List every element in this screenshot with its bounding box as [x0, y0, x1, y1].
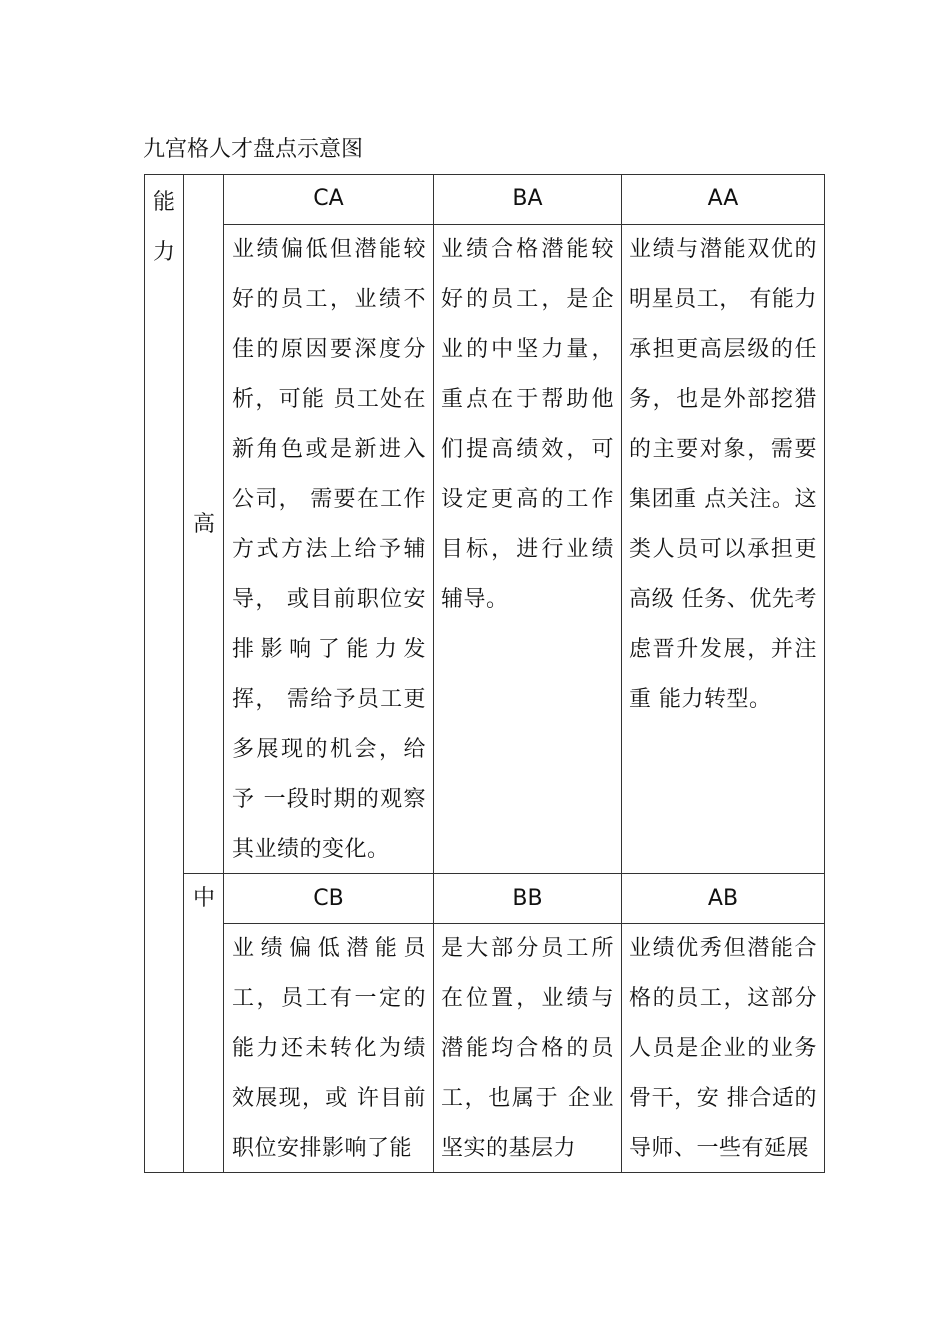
- cell-code-bb: BB: [512, 886, 543, 911]
- level-label-mid: 中: [192, 886, 215, 911]
- ability-char-1: 能: [152, 190, 175, 215]
- ability-axis-label: [144, 178, 184, 278]
- cell-text-ba: 业绩合格潜能较好的员工，是企业的中坚力量，重点在于帮助他们提高绩效，可设定更高的工作目标，进行业绩辅导。: [441, 237, 614, 612]
- level-label-high: 高: [192, 512, 215, 537]
- document-title: 九宫格人才盘点示意图: [143, 137, 364, 162]
- table-border-right: [824, 174, 825, 1173]
- cell-text-aa: 业绩与潜能双优的明星员工， 有能力承担更高层级的任务，也是外部挖猎的主要对象，需要集团重 点关注。这类人员可以承担更高级 任务、优先考虑晋升发展，并注重 能力转型。: [629, 237, 817, 712]
- column-divider-1: [433, 174, 434, 1173]
- ability-char-2: 力: [152, 240, 175, 265]
- cell-code-ca: CA: [313, 186, 344, 211]
- cell-text-cb: 业绩偏低潜能员工，员工有一定的能力还未转化为绩效展现，或 许目前职位安排影响了能: [232, 936, 426, 1161]
- column-divider-2: [621, 174, 622, 1173]
- content-column-left-border: [223, 174, 224, 1173]
- level-column-left-border: [183, 174, 184, 1173]
- cell-code-aa: AA: [707, 186, 739, 211]
- cell-code-ba: BA: [512, 186, 543, 211]
- table-border-bottom: [144, 1172, 825, 1173]
- cell-text-ca: 业绩偏低但潜能较好的员工，业绩不佳的原因要深度分析，可能 员工处在新角色或是新进入公司， 需要在工作方式方法上给予辅导， 或目前职位安排影响了能力发挥， 需给予员工更多展现的机会，给予 一段时期的观察其业绩的变化。: [232, 237, 426, 862]
- cell-code-ab: AB: [707, 886, 739, 911]
- cell-text-ab: 业绩优秀但潜能合格的员工，这部分人员是企业的业务骨干，安 排合适的导师、一些有延展: [629, 936, 817, 1161]
- table-border-left: [144, 174, 145, 1173]
- cell-text-bb: 是大部分员工所在位置，业绩与潜能均合格的员工，也属于 企业坚实的基层力: [441, 936, 614, 1161]
- cell-code-cb: CB: [313, 886, 344, 911]
- nine-grid-table: [144, 174, 825, 1173]
